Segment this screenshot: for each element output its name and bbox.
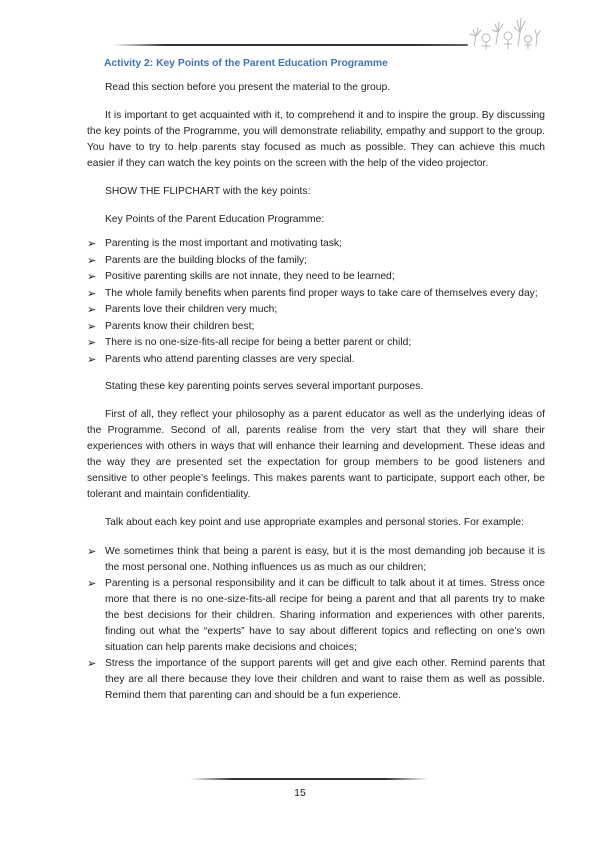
arrowhead-bullet-icon: ➢ <box>87 238 97 250</box>
arrowhead-bullet-icon: ➢ <box>87 304 97 316</box>
list-item: ➢ Stress the importance of the support parents will get and give each other. Remind parents that they are all there because they love their children and want to raise them as well as possible. Remind them that parenting can and should be a fun experience. <box>87 658 545 701</box>
flipchart-instruction: SHOW THE FLIPCHART with the key points: <box>105 186 311 197</box>
page-number: 15 <box>294 787 306 799</box>
arrowhead-bullet-icon: ➢ <box>87 546 97 558</box>
hands-logo-icon <box>466 12 542 52</box>
list-item: ➢ We sometimes think that being a parent is easy, but it is the most demanding job because it is the most personal one. Nothing influences us as much as our children; <box>87 546 545 573</box>
list-item: ➢ The whole family benefits when parents find proper ways to take care of themselves every day; <box>87 286 545 303</box>
list-item: ➢ Positive parenting skills are not innate, they need to be learned; <box>87 269 545 286</box>
important-paragraph: It is important to get acquainted with it, to comprehend it and to inspire the group. By discussing the key points of the Programme, you will demonstrate reliability, empathy and support to the group. You have to try to help parents stay focused as much as possible. They can achieve this much easier if they can watch the key points on the screen with the help of the video projector. <box>87 110 545 169</box>
arrowhead-bullet-icon: ➢ <box>87 254 97 267</box>
arrowhead-bullet-icon: ➢ <box>87 353 97 366</box>
examples-list <box>87 544 545 704</box>
list-item: ➢ Parents are the building blocks of the family; <box>87 253 545 270</box>
arrowhead-bullet-icon: ➢ <box>87 578 97 590</box>
talk-paragraph: Talk about each key point and use appropriate examples and personal stories. For example: <box>105 517 524 528</box>
intro-paragraph: Read this section before you present the material to the group. <box>105 82 391 93</box>
key-points-list <box>87 236 545 368</box>
page-body <box>87 56 545 704</box>
list-item: ➢ Parents who attend parenting classes are very special. <box>87 352 545 369</box>
header-rule <box>112 44 468 46</box>
list-item: ➢ Parenting is a personal responsibility and it can be difficult to talk about it at times. Stress once more that there is no one-size-fits-all recipe for being a parent and that all parents try to make the best decisions for their children. Sharing information and experiences with other parents, finding out what the “experts” have to say about different topics and reflecting on one’s own situation can help parents make decisions and choices; <box>87 578 545 653</box>
arrowhead-bullet-icon: ➢ <box>87 287 97 300</box>
footer-rule <box>190 778 428 780</box>
arrowhead-bullet-icon: ➢ <box>87 320 97 333</box>
purposes-paragraph: First of all, they reflect your philosophy as a parent educator as well as the underlying ideas of the Programme. Second of all, parents realise from the very start that they will share their experiences with others in ways that will enhance their learning and development. These ideas and the way they are presented set the expectation for group members to be good listeners and sensitive to other people’s feelings. This makes parents want to participate, support each other, be tolerant and maintain confidentiality. <box>87 409 545 500</box>
list-item: ➢ Parenting is the most important and motivating task; <box>87 236 545 253</box>
list-item: ➢ There is no one-size-fits-all recipe for being a better parent or child; <box>87 335 545 352</box>
arrowhead-bullet-icon: ➢ <box>87 337 97 349</box>
list-item: ➢ Parents love their children very much; <box>87 302 545 319</box>
arrowhead-bullet-icon: ➢ <box>87 271 97 283</box>
activity-heading: Activity 2: Key Points of the Parent Education Programme <box>104 58 388 69</box>
list-item: ➢ Parents know their children best; <box>87 319 545 336</box>
stating-paragraph: Stating these key parenting points serves several important purposes. <box>105 381 424 392</box>
key-points-title: Key Points of the Parent Education Programme: <box>105 214 325 225</box>
arrowhead-bullet-icon: ➢ <box>87 658 97 670</box>
